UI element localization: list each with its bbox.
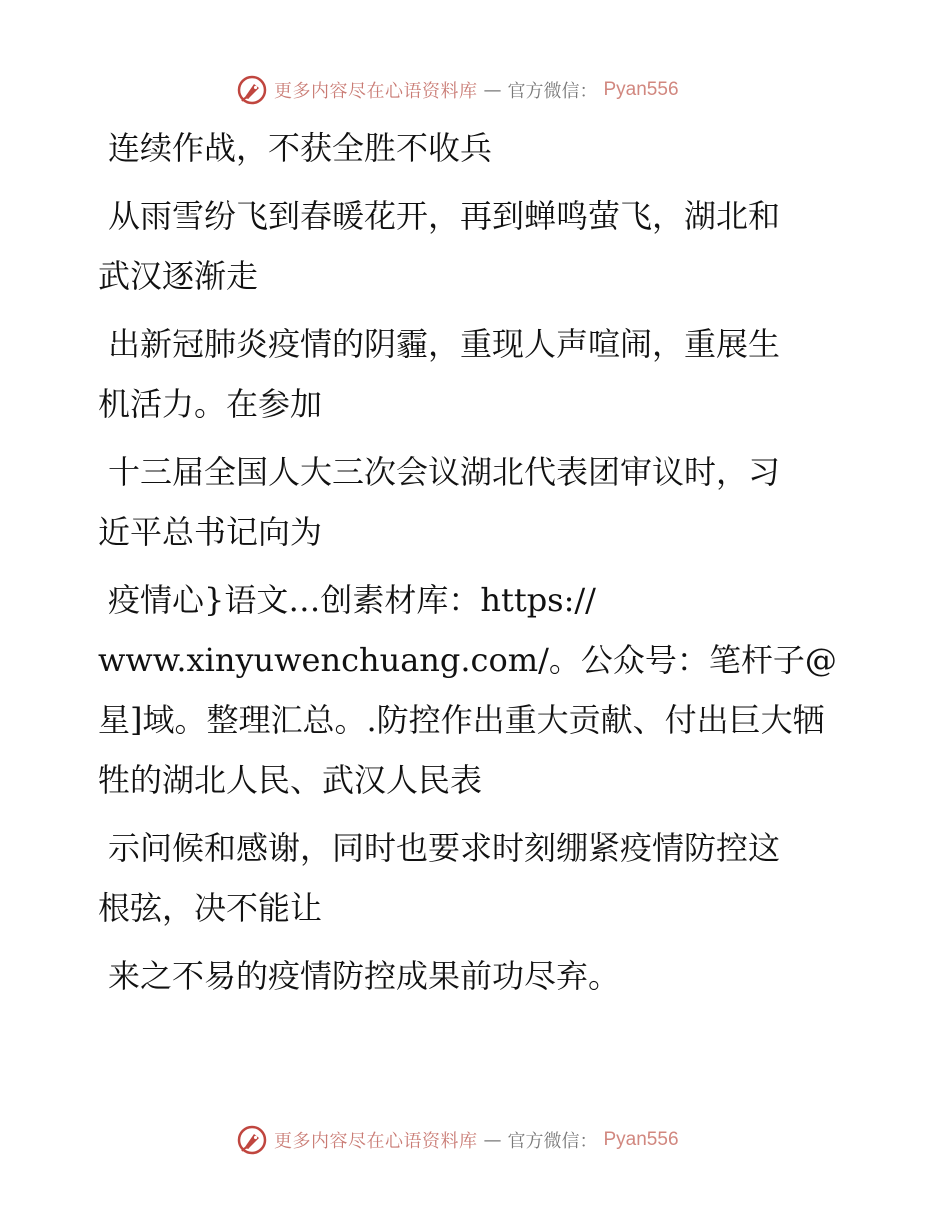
- banner-wechat-handle: Pyan556: [603, 79, 679, 100]
- paragraph: [98, 442, 838, 562]
- paragraph-continuation: 近平总书记向为: [98, 513, 323, 551]
- paragraph-first-line: 疫情心}语文…创素材库：https://: [108, 581, 596, 619]
- paragraph: [98, 186, 838, 306]
- paragraph: [98, 570, 838, 810]
- footer-banner: [236, 1123, 679, 1157]
- paragraph-first-line: 来之不易的疫情防控成果前功尽弃。: [108, 957, 621, 995]
- banner-main-text: 更多内容尽在心语资料库: [274, 1131, 478, 1152]
- paragraph-first-line: 出新冠肺炎疫情的阴霾，重现人声喧闹，重展生: [108, 325, 781, 363]
- pen-nib-logo-icon: [236, 1124, 268, 1156]
- pen-nib-logo-icon: [236, 74, 268, 106]
- paragraph-continuation: 机活力。在参加: [98, 385, 323, 423]
- paragraph-continuation: 武汉逐渐走: [98, 257, 259, 295]
- banner-separator: —: [483, 1129, 502, 1151]
- banner-official-label: 官方微信：: [507, 81, 598, 102]
- banner-wechat-handle: Pyan556: [603, 1129, 679, 1150]
- header-banner: [236, 73, 679, 107]
- paragraph-first-line: 连续作战，不获全胜不收兵: [108, 129, 493, 167]
- paragraph: [98, 118, 838, 178]
- paragraph-first-line: 从雨雪纷飞到春暖花开，再到蝉鸣萤飞，湖北和: [108, 197, 781, 235]
- banner-official-label: 官方微信：: [507, 1131, 598, 1152]
- banner-main-text: 更多内容尽在心语资料库: [274, 81, 478, 102]
- paragraph-continuation: www.xinyuwenchuang.com/。公众号：笔杆子@星]域。整理汇总。.防控作出重大贡献、付出巨大牺牲的湖北人民、武汉人民表: [98, 641, 837, 799]
- paragraph-continuation: 根弦，决不能让: [98, 889, 323, 927]
- document-body: [98, 118, 838, 1014]
- paragraph-first-line: 示问候和感谢，同时也要求时刻绷紧疫情防控这: [108, 829, 781, 867]
- paragraph-first-line: 十三届全国人大三次会议湖北代表团审议时，习: [108, 453, 781, 491]
- paragraph: [98, 314, 838, 434]
- paragraph: [98, 946, 838, 1006]
- paragraph: [98, 818, 838, 938]
- banner-separator: —: [483, 79, 502, 101]
